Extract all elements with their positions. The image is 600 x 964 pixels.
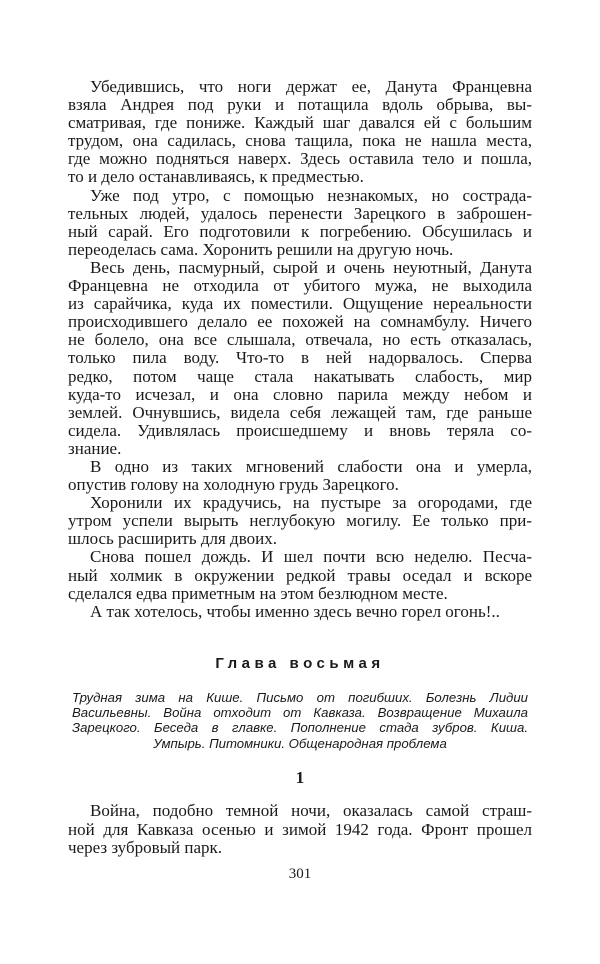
paragraph bbox=[68, 259, 532, 458]
paragraph bbox=[68, 187, 532, 259]
text-line: землей. Очнувшись, видела себя лежащей там, где раньше bbox=[68, 402, 532, 422]
text-line: Убедившись, что ноги держат ее, Данута Францевна bbox=[90, 77, 532, 96]
text-line: Весь день, пасмурный, сырой и очень неуютный, Данута bbox=[90, 257, 532, 277]
section-number: 1 bbox=[295, 768, 305, 787]
text-line: сделался едва приметным на этом безлюдном месте. bbox=[68, 583, 448, 603]
text-line: только пила воду. Что-то в ней надорвалось. Сперва bbox=[68, 348, 532, 368]
paragraph bbox=[68, 78, 532, 187]
paragraph bbox=[68, 494, 532, 548]
text-line: опустив голову на холодную грудь Зарецкого. bbox=[68, 475, 399, 495]
summary-line: Васильевны. Война отходит от Кавказа. Возвращение Михаила bbox=[72, 705, 528, 721]
text-line: переоделась сама. Хоронить решили на другую ночь. bbox=[68, 239, 454, 259]
paragraph bbox=[68, 458, 532, 494]
text-line: сматривая, где пониже. Каждый шаг давался ей с большим bbox=[68, 113, 532, 133]
text-line: знание. bbox=[68, 438, 122, 458]
text-line: взяла Андрея под руки и потащила вдоль обрыва, вы- bbox=[68, 95, 532, 115]
summary-line: Трудная зима на Кише. Письмо от погибших. Болезнь Лидии bbox=[72, 690, 528, 705]
paragraph bbox=[68, 548, 532, 602]
text-line: Хоронили их крадучись, на пустыре за огородами, где bbox=[90, 493, 532, 513]
body-text bbox=[68, 78, 532, 621]
paragraph bbox=[68, 802, 532, 858]
text-line: сидела. Удивлялась происшедшему и вновь теряла со- bbox=[68, 420, 532, 440]
text-line: происходившего делало ее похожей на сомнамбулу. Ничего bbox=[68, 312, 532, 332]
text-line: куда-то исчезал, и она словно парила между небом и bbox=[68, 384, 532, 404]
text-line: из сарайчика, куда их поместили. Ощущение нереальности bbox=[68, 294, 532, 314]
text-line: шлось расширить для двоих. bbox=[68, 529, 277, 549]
text-line: трудом, она садилась, снова тащила, пока не нашла места, bbox=[68, 131, 532, 151]
text-line: Францевна не отходила от убитого мужа, не выходила bbox=[68, 276, 532, 296]
text-line: где можно подняться наверх. Здесь оставила тело и пошла, bbox=[68, 149, 532, 169]
paragraph bbox=[68, 603, 532, 621]
text-line: А так хотелось, чтобы именно здесь вечно горел огонь!.. bbox=[90, 601, 500, 621]
summary-line: Зарецкого. Беседа в главке. Пополнение стада зубров. Киша. bbox=[72, 720, 528, 736]
text-line: Война, подобно темной ночи, оказалась самой страш- bbox=[90, 801, 532, 820]
text-line: то и дело останавливаясь, к предместью. bbox=[68, 167, 364, 187]
text-line: Снова пошел дождь. И шел почти всю неделю. Песча- bbox=[90, 547, 532, 567]
text-line: не болело, она все слышала, отвечала, но есть отказалась, bbox=[68, 330, 532, 350]
text-line: утром успели вырыть неглубокую могилу. Ее только при- bbox=[68, 511, 532, 531]
chapter-title: Глава восьмая bbox=[215, 655, 385, 672]
section-text bbox=[68, 802, 532, 858]
text-line: ной для Кавказа осенью и зимой 1942 года. Фронт прошел bbox=[68, 819, 532, 839]
text-line: ный сарай. Его подготовили к погребению. Обсушилась и bbox=[68, 221, 532, 241]
text-line: редко, потом чаще стала накатывать слабость, мир bbox=[68, 366, 532, 386]
text-line: В одно из таких мгновений слабости она и умерла, bbox=[90, 456, 532, 476]
chapter-summary bbox=[72, 690, 528, 751]
page-number: 301 bbox=[288, 866, 312, 882]
text-line: Уже под утро, с помощью незнакомых, но сострада- bbox=[90, 185, 532, 205]
text-line: ный холмик в окружении редкой травы оседал и вскоре bbox=[68, 565, 532, 585]
text-line: через зубровый парк. bbox=[68, 838, 223, 857]
text-line: тельных людей, удалось перенести Зарецкого в заброшен- bbox=[68, 203, 532, 223]
summary-line: Умпырь. Питомники. Общенародная проблема bbox=[153, 735, 447, 751]
